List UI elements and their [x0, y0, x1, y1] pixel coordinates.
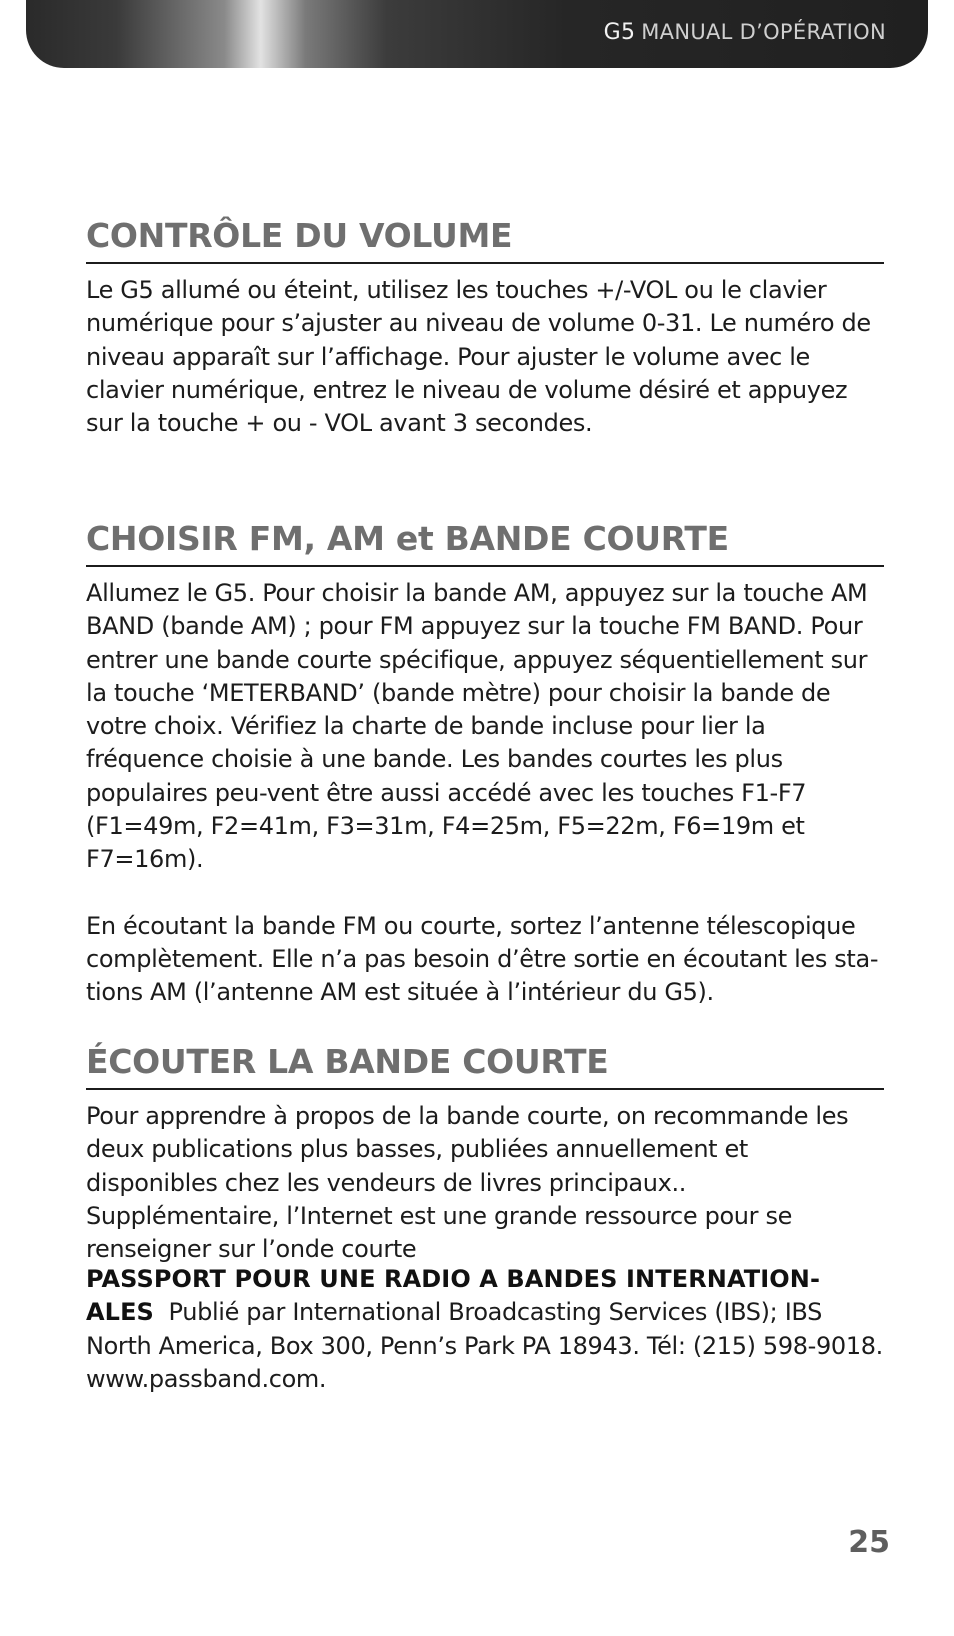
section-heading: ÉCOUTER LA BANDE COURTE [86, 1042, 884, 1090]
page-number: 25 [848, 1525, 890, 1560]
publication-entry [86, 1263, 884, 1396]
header-title [604, 20, 886, 45]
section-paragraph: Le G5 allumé ou éteint, utilisez les touches +/-VOL ou le clavier numérique pour s’ajuster au niveau de volume 0-31. Le numéro de niveau apparaît sur l’affichage. Pour ajuster le volume avec le clavier numérique, entrez le niveau de volume désiré et appuyez sur la touche + ou - VOL avant 3 secondes. [86, 276, 871, 438]
section-paragraph: Allumez le G5. Pour choisir la bande AM, appuyez sur la touche AM BAND (bande AM) ; pour FM appuyez sur la touche FM BAND. Pour entrer une bande courte spécifique, appuyez séquentiellement sur la touche ‘METERBAND’ (bande mètre) pour choisir la bande de votre choix. Vérifiez la charte de bande incluse pour lier la fréquence choisie à une bande. Les bandes courtes les plus populaires peu-vent être aussi accédé avec les touches F1-F7 (F1=49m, F2=41m, F3=31m, F4=25m, F5=22m, F6=19m et F7=16m). [86, 579, 868, 874]
section-paragraph: En écoutant la bande FM ou courte, sortez l’antenne télescopique complètement. Elle n’a pas besoin d’être sortie en écoutant les sta-tions AM (l’antenne AM est située à l’intérieur du G5). [86, 911, 879, 1007]
section-shortwave [86, 1042, 884, 1266]
section-volume [86, 216, 884, 440]
section-heading: CHOISIR FM, AM et BANDE COURTE [86, 519, 884, 567]
page-header [26, 0, 928, 68]
section-paragraph: Pour apprendre à propos de la bande courte, on recommande les deux publications plus basses, publiées annuellement et disponibles chez les vendeurs de livres principaux.. Supplémentaire, l’Internet est une grande ressource pour se renseigner sur l’onde courte [86, 1102, 849, 1264]
publication-paragraph [86, 1263, 884, 1396]
publication-title: PASSPORT POUR UNE RADIO A BANDES INTERNATION-ALES [86, 1265, 821, 1327]
section-band-select [86, 519, 884, 1010]
section-heading: CONTRÔLE DU VOLUME [86, 216, 884, 264]
header-manual-label: MANUAL D’OPÉRATION [641, 20, 886, 44]
header-model: G5 [603, 20, 636, 45]
publication-text: Publié par International Broadcasting Services (IBS); IBS North America, Box 300, Penn’s Park PA 18943. Tél: (215) 598-9018. www.passband.com. [86, 1298, 883, 1393]
